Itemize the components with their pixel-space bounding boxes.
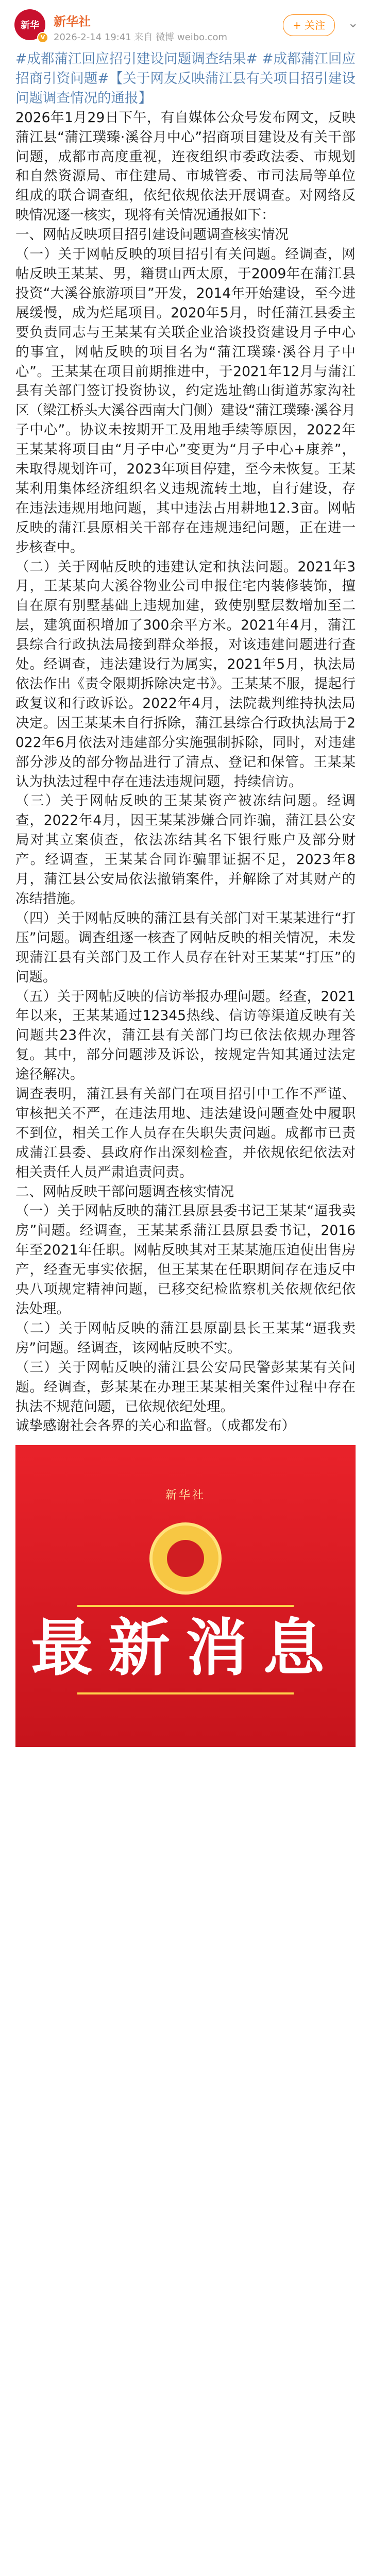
post-content <box>0 49 371 1436</box>
paragraph: （三）关于网帖反映的王某某资产被冻结问题。经调查，2022年4月，因王某某涉嫌合同诈骗，蒲江县公安局对其立案侦查，依法冻结其名下银行账户及部分财产。经调查，王某某合同诈骗罪证据不足，2023年8月，蒲江县公安局依法撤销案件，并解除了对其财产的冻结措施。 <box>15 793 356 907</box>
paragraph: （二）关于网帖反映的蒲江县原副县长王某某“逼我卖房”问题。经调查，该网帖反映不实。 <box>15 1320 356 1356</box>
paragraph: （三）关于网帖反映的蒲江县公安局民警彭某某有关问题。经调查，彭某某在办理王某某相关案件过程中存在执法不规范问题，已依规依纪处理。 <box>15 1359 356 1415</box>
post-meta: 2026-2-14 19:41 来自 微博 weibo.com <box>54 32 227 43</box>
closing-line: 诚挚感谢社会各界的关心和监督。（成都发布） <box>15 1418 296 1434</box>
follow-button[interactable]: + 关注 <box>283 14 335 36</box>
author-name[interactable]: 新华社 <box>54 14 91 29</box>
section-heading: 一、网帖反映项目招引建设问题调查核实情况 <box>15 227 289 243</box>
emblem-icon <box>149 1522 222 1595</box>
paragraph: 调查表明，蒲江县有关部门在项目招引中工作不严谨、审核把关不严，在违法用地、违法建设问题查处中履职不到位，相关工作人员存在失职失责问题。成都市已责成蒲江县委、县政府作出深刻检查，并依规依纪依法对相关责任人员严肃追责问责。 <box>15 1086 356 1180</box>
paragraph: （四）关于网帖反映的蒲江县有关部门对王某某进行“打压”问题。调查组逐一核查了网帖反映的相关情况，未发现蒲江县有关部门及工作人员存在针对王某某“打压”的问题。 <box>15 910 356 985</box>
section-heading: 二、网帖反映干部问题调查核实情况 <box>15 1183 234 1200</box>
hashtag-links[interactable]: #成都蒲江回应招引建设问题调查结果# #成都蒲江回应招商引资问题# <box>15 51 356 87</box>
post-header <box>0 0 371 49</box>
paragraph: （一）关于网帖反映的蒲江县原县委书记王某某“逼我卖房”问题。经调查，王某某系蒲江县原县委书记，2016年至2021年任职。网帖反映其对王某某施压迫使出售房产，经查无事实依据，但王某某在任职期间存在违反中央八项规定精神问题，已移交纪检监察机关依规依纪依法处理。 <box>15 1203 356 1317</box>
avatar-text: 新华 <box>21 20 39 31</box>
verified-badge-icon: V <box>37 32 48 43</box>
news-banner-image[interactable] <box>15 1445 356 1747</box>
divider <box>77 1692 294 1694</box>
paragraph: （一）关于网帖反映的项目招引有关问题。经调查，网帖反映王某某、男，籍贯山西太原，于2009年在蒲江县投资“大溪谷旅游项目”开发，2014年开始建设，至今进展缓慢，成为烂尾项目。2020年5月，时任蒲江县委主要负责同志与王某某有关联企业洽谈投资建设月子中心的事宜，网帖反映的项目名为“蒲江璞臻·溪谷月子中心”。王某某在项目前期推进中，于2021年12月与蒲江县有关部门签订投资协议，约定选址鹤山街道苏家沟社区（梁江桥头大溪谷西南大门侧）建设“蒲江璞臻·溪谷月子中心”。协议未按期开工及用地手续等原因，2022年王某某将项目由“月子中心”变更为“月子中心+康养”，未取得规划许可，2023年项目停建，至今未恢复。王某某利用集体经济组织名义违规流转土地，自行建设，存在违法违规用地问题，其中违法占用耕地12.3亩。网帖反映的蒲江县原相关干部存在违规违纪问题，正在进一步核查中。 <box>15 246 356 555</box>
banner-big-text: 最新消息 <box>31 1613 340 1685</box>
paragraph: （五）关于网帖反映的信访举报办理问题。经查，2021年以来，王某某通过12345热线、信访等渠道反映有关问题共23件次，蒲江县有关部门均已依法依规办理答复。其中，部分问题涉及诉讼，按规定告知其通过法定途径解决。 <box>15 988 356 1083</box>
paragraph: （二）关于网帖反映的违建认定和执法问题。2021年3月，王某某向大溪谷物业公司申报住宅内装修装饰，擅自在原有别墅基础上违规加建，致使别墅层数增加至二层，建筑面积增加了300余平方米。2021年4月，蒲江县综合行政执法局接到群众举报，对该违建问题进行查处。经调查，违法建设行为属实，2021年5月，执法局依法作出《责令限期拆除决定书》。王某某不服，提起行政复议和行政诉讼。2022年4月，法院裁判维持执法局决定。因王某某未自行拆除，蒲江县综合行政执法局于2022年6月依法对违建部分实施强制拆除，同时，对违建部分涉及的部分物品进行了清点、登记和保管。王某某认为执法过程中存在违法违规问题，持续信访。 <box>15 558 356 790</box>
chevron-down-icon[interactable]: ⌄ <box>347 15 359 31</box>
banner-small-text: 新华社 <box>165 1489 206 1502</box>
notice-title: 【关于网友反映蒲江县有关项目招引建设问题调查情况的通报】 <box>15 70 356 106</box>
divider <box>77 1605 294 1607</box>
paragraph: 2026年1月29日下午，有自媒体公众号发布网文，反映蒲江县“蒲江璞臻·溪谷月中心”招商项目建设及有关干部问题，成都市高度重视，连夜组织市委政法委、市规划和自然资源局、市住建局、市城管委、市司法局等单位组成的联合调查组，依纪依规依法开展调查。对网络反映情况逐一核实，现将有关情况通报如下： <box>15 109 356 224</box>
